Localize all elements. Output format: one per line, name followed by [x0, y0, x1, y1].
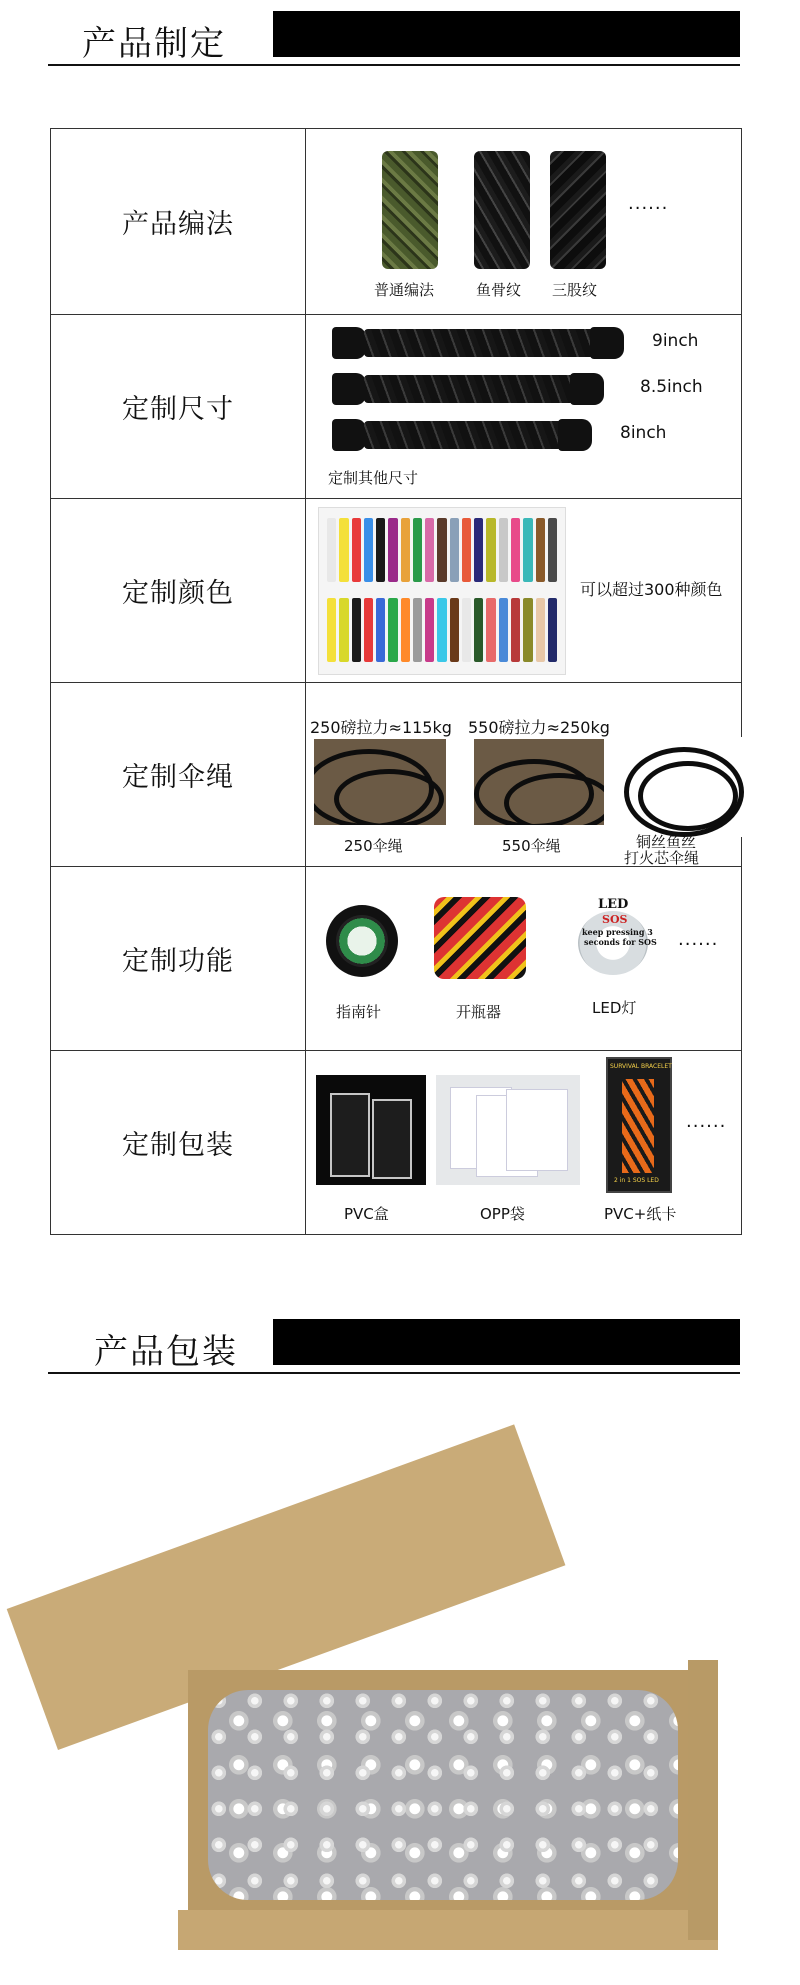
row-label: 定制功能 [51, 867, 306, 1051]
color-swatch [486, 518, 495, 582]
row-content [306, 129, 742, 315]
led-label: LED [598, 897, 629, 912]
header-rule [48, 1372, 740, 1374]
color-swatch [462, 598, 471, 662]
pvc-box-image [316, 1075, 426, 1185]
color-swatch [548, 598, 557, 662]
color-swatch [437, 598, 446, 662]
color-note: 可以超过300种颜色 [580, 580, 723, 599]
color-swatch [548, 518, 557, 582]
row-label: 定制伞绳 [51, 683, 306, 867]
caption-led: LED灯 [592, 999, 637, 1017]
row-weave [51, 129, 742, 315]
pvc-card-image [606, 1057, 672, 1193]
color-swatch [536, 598, 545, 662]
strength-250: 250磅拉力≈115kg [310, 718, 452, 737]
caption-250-cord: 250伞绳 [344, 837, 403, 855]
color-swatch [352, 518, 361, 582]
card-brand-text: SURVIVAL BRACELET [610, 1063, 672, 1070]
color-swatch [474, 518, 483, 582]
color-swatch [486, 598, 495, 662]
buckle-icon [590, 327, 624, 359]
color-swatch [413, 518, 422, 582]
section-header-packaging [48, 1316, 740, 1376]
row-color [51, 499, 742, 683]
bracelet-9inch-image [364, 329, 594, 357]
braid-fishtail-image [474, 151, 530, 269]
color-swatch [388, 598, 397, 662]
size-8inch: 8inch [620, 423, 667, 443]
row-label: 产品编法 [51, 129, 306, 315]
header-black-bar [273, 1319, 740, 1365]
caption-opp-bag: OPP袋 [480, 1205, 525, 1223]
color-swatch [437, 518, 446, 582]
color-swatch [523, 518, 532, 582]
buckle-icon [558, 419, 592, 451]
led-instruction: keep pressing 3 [582, 927, 653, 937]
braid-standard-image [382, 151, 438, 269]
color-swatch [425, 598, 434, 662]
color-swatch [352, 598, 361, 662]
color-swatch [499, 598, 508, 662]
caption-three-strand: 三股纹 [552, 281, 598, 299]
caption-fire-cord: 打火芯伞绳 [624, 849, 700, 867]
more-dots: ...... [628, 193, 669, 214]
color-card-image [318, 507, 566, 675]
more-dots: ...... [686, 1111, 727, 1132]
bracelet-8inch-image [364, 421, 562, 449]
compass-image [326, 905, 398, 977]
braid-three-strand-image [550, 151, 606, 269]
row-size [51, 315, 742, 499]
section-header-customization [48, 8, 740, 68]
caption-standard: 普通编法 [374, 281, 435, 299]
color-swatch [388, 518, 397, 582]
caption-compass: 指南针 [336, 1003, 382, 1021]
row-content [306, 1051, 742, 1235]
strength-550: 550磅拉力≈250kg [468, 718, 610, 737]
row-content [306, 315, 742, 499]
color-swatch [474, 598, 483, 662]
color-swatch [327, 598, 336, 662]
customization-table [50, 128, 742, 1235]
color-swatch [364, 518, 373, 582]
buckle-icon [570, 373, 604, 405]
color-swatch [376, 598, 385, 662]
color-swatch-row [327, 598, 557, 662]
color-swatch [339, 518, 348, 582]
row-label: 定制颜色 [51, 499, 306, 683]
buckle-icon [332, 373, 366, 405]
row-label: 定制包装 [51, 1051, 306, 1235]
color-swatch [425, 518, 434, 582]
row-label: 定制尺寸 [51, 315, 306, 499]
color-swatch [536, 518, 545, 582]
color-swatch [327, 518, 336, 582]
caption-copper-wire: 铜丝鱼丝 [636, 833, 697, 851]
led-sos-label: SOS [602, 913, 628, 926]
more-dots: ...... [678, 929, 719, 950]
size-9inch: 9inch [652, 331, 699, 351]
card-bottom-text: 2 in 1 SOS LED [614, 1177, 659, 1184]
packaging-box-photo [48, 1440, 748, 1960]
caption-550-cord: 550伞绳 [502, 837, 561, 855]
header-black-bar [273, 11, 740, 57]
row-packaging [51, 1051, 742, 1235]
row-content [306, 683, 742, 867]
row-function [51, 867, 742, 1051]
header-rule [48, 64, 740, 66]
buckle-icon [332, 327, 366, 359]
color-swatch [339, 598, 348, 662]
color-swatch [401, 598, 410, 662]
color-swatch [401, 518, 410, 582]
color-swatch [511, 598, 520, 662]
color-swatch [413, 598, 422, 662]
color-swatch [364, 598, 373, 662]
size-8-5inch: 8.5inch [640, 377, 703, 397]
row-content [306, 499, 742, 683]
size-note: 定制其他尺寸 [328, 469, 419, 487]
caption-fishtail: 鱼骨纹 [476, 281, 522, 299]
cord-250-image [314, 739, 446, 825]
caption-pvc-box: PVC盒 [344, 1205, 389, 1223]
cord-copper-image [614, 737, 744, 837]
cord-550-image [474, 739, 604, 825]
buckle-icon [332, 419, 366, 451]
led-instruction-2: seconds for SOS [584, 937, 657, 947]
bracelet-8-5inch-image [364, 375, 574, 403]
caption-opener: 开瓶器 [456, 1003, 502, 1021]
bubble-wrap [208, 1690, 678, 1900]
section-title: 产品包装 [94, 1332, 238, 1372]
section-title: 产品制定 [82, 24, 226, 64]
color-swatch [511, 518, 520, 582]
color-swatch [376, 518, 385, 582]
color-swatch [523, 598, 532, 662]
color-swatch [462, 518, 471, 582]
opp-bag-image [436, 1075, 580, 1185]
bottle-opener-image [434, 897, 526, 979]
box-front-edge [178, 1910, 718, 1950]
color-swatch [450, 598, 459, 662]
color-swatch-row [327, 518, 557, 582]
caption-pvc-card: PVC+纸卡 [604, 1205, 677, 1223]
box-side [688, 1660, 718, 1940]
row-content [306, 867, 742, 1051]
row-cord [51, 683, 742, 867]
color-swatch [450, 518, 459, 582]
color-swatch [499, 518, 508, 582]
